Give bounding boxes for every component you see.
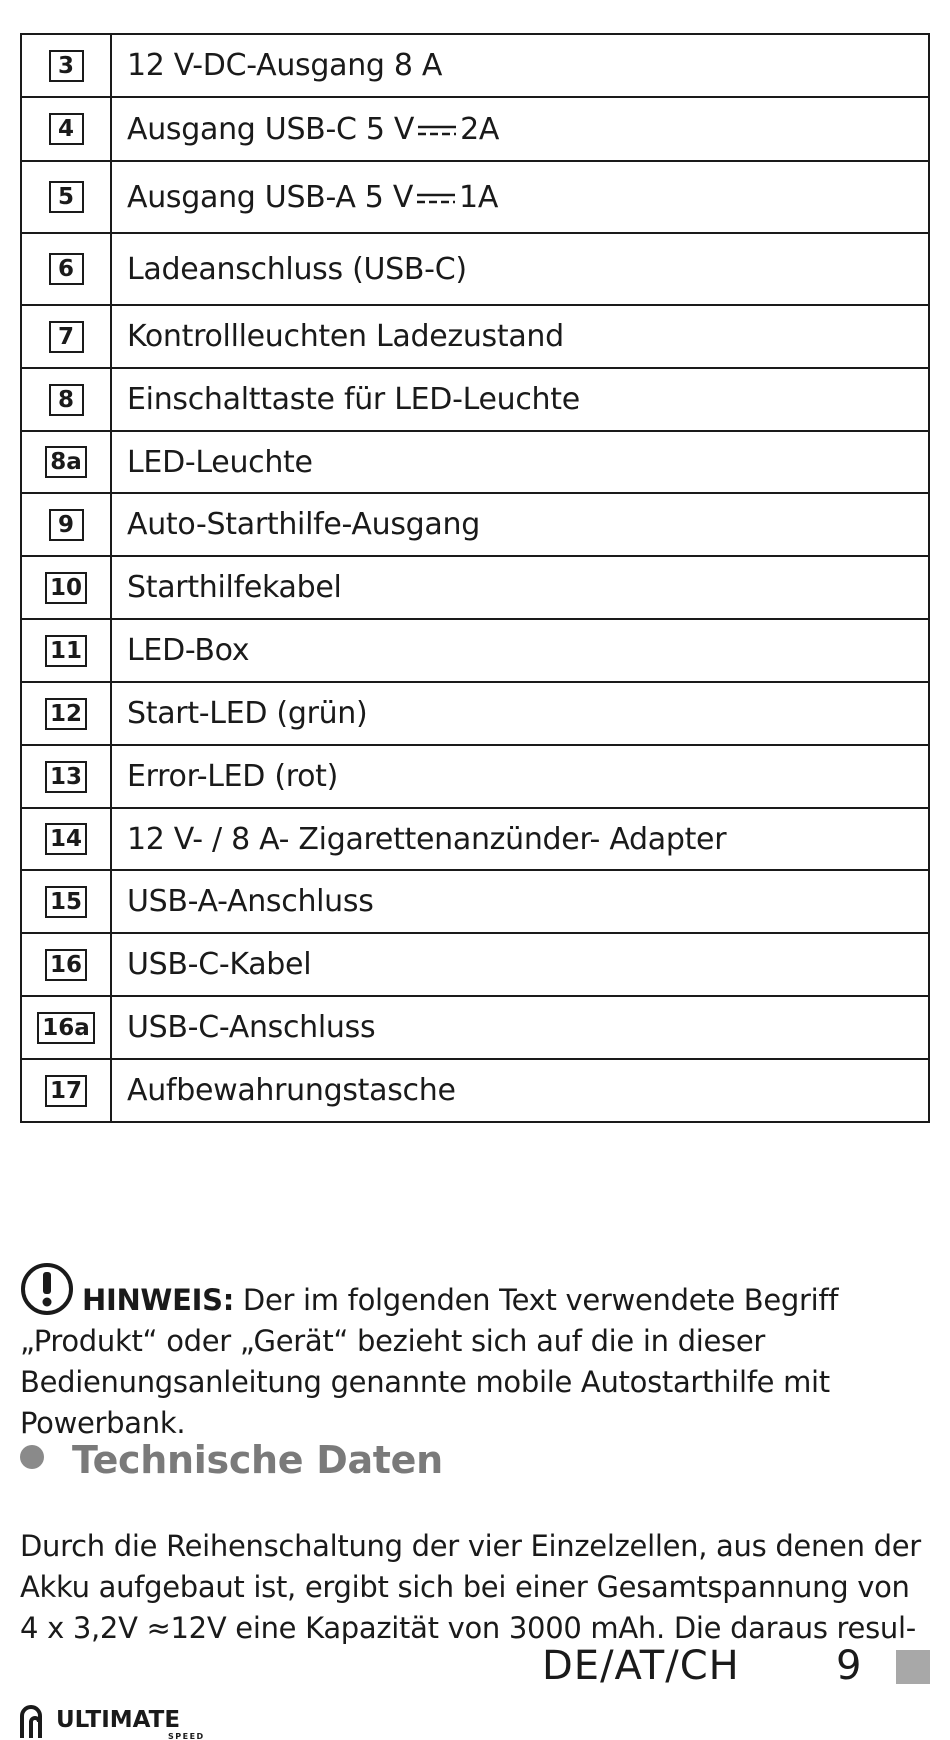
part-label: USB-C-Anschluss [127, 1010, 376, 1045]
part-number-cell [21, 619, 111, 682]
part-label-cell [111, 556, 929, 619]
dc-current-icon [417, 191, 455, 205]
part-number-cell [21, 161, 111, 233]
table-row [21, 933, 929, 996]
part-label-cell [111, 745, 929, 808]
table-row [21, 493, 929, 556]
table-row [21, 233, 929, 305]
part-label-cell [111, 161, 929, 233]
part-label: Ausgang USB-C 5 V [127, 111, 415, 147]
part-label: Error-LED (rot) [127, 759, 339, 794]
part-number-badge: 3 [49, 50, 84, 82]
part-number-cell [21, 305, 111, 368]
section-heading-text: Technische Daten [72, 1438, 443, 1482]
table-row [21, 161, 929, 233]
logo-brand-text: ULTIMATE [56, 1707, 181, 1733]
note-label: HINWEIS: [82, 1283, 235, 1317]
part-label-value: 2A [460, 111, 500, 147]
part-label-cell [111, 368, 929, 431]
table-row [21, 97, 929, 161]
part-number-badge: 6 [49, 253, 84, 285]
table-row [21, 996, 929, 1059]
part-label: 12 V-DC-Ausgang 8 A [127, 48, 443, 83]
part-label-cell [111, 933, 929, 996]
exclamation-circle-icon [20, 1262, 74, 1316]
part-number-cell [21, 97, 111, 161]
part-number-cell [21, 556, 111, 619]
part-label: LED-Box [127, 633, 250, 668]
part-number-cell [21, 368, 111, 431]
part-number-cell [21, 1059, 111, 1122]
part-label-cell [111, 233, 929, 305]
part-number-badge: 15 [45, 886, 87, 918]
part-number-cell [21, 431, 111, 493]
part-label: Einschalttaste für LED-Leuchte [127, 382, 580, 417]
part-label: USB-C-Kabel [127, 947, 312, 982]
part-label: Aufbewahrungstasche [127, 1073, 456, 1108]
part-number-cell [21, 34, 111, 97]
table-row [21, 556, 929, 619]
page-number: 9 [836, 1643, 862, 1689]
part-number-badge: 12 [45, 698, 87, 730]
part-number-badge: 17 [45, 1075, 87, 1107]
table-row [21, 682, 929, 745]
part-label-cell [111, 305, 929, 368]
part-label: Starthilfekabel [127, 570, 342, 605]
part-label: Kontrollleuchten Ladezustand [127, 319, 564, 354]
section-heading [20, 1438, 930, 1482]
part-number-badge: 9 [49, 509, 84, 541]
part-label: Auto-Starthilfe-Ausgang [127, 507, 480, 542]
table-row [21, 1059, 929, 1122]
part-label-cell [111, 1059, 929, 1122]
section-body: Durch die Reihenschaltung der vier Einzelzellen, aus denen der Akku aufgebaut ist, ergibt sich bei einer Gesamtspannung von 4 x 3,2V ≈12V eine Kapazität von 3000 mAh. Die daraus resul- [20, 1529, 921, 1645]
part-label: Ladeanschluss (USB-C) [127, 251, 467, 287]
part-label-cell [111, 34, 929, 97]
note-text: Der im folgenden Text verwendete Begriff „Produkt“ oder „Gerät“ bezieht sich auf die in dieser Bedienungsanleitung genannte mobile Autostarthilfe mit Powerbank. [20, 1283, 839, 1440]
part-label: 12 V- / 8 A- Zigarettenanzünder- Adapter [127, 821, 727, 857]
table-row [21, 870, 929, 933]
footer-region: DE/AT/CH [542, 1643, 740, 1689]
table-row [21, 745, 929, 808]
part-number-cell [21, 745, 111, 808]
parts-table [20, 33, 930, 1123]
table-row [21, 619, 929, 682]
table-row [21, 368, 929, 431]
part-number-badge: 16 [45, 949, 87, 981]
part-number-cell [21, 808, 111, 870]
part-label-cell [111, 97, 929, 161]
part-number-badge: 13 [45, 761, 87, 793]
part-label-value: 1A [459, 179, 499, 215]
part-number-badge: 16a [37, 1012, 95, 1044]
parts-table-body [21, 34, 929, 1122]
dc-current-icon [418, 123, 456, 137]
part-label-cell [111, 996, 929, 1059]
part-number-cell [21, 933, 111, 996]
part-number-badge: 5 [49, 181, 84, 213]
part-number-badge: 10 [45, 572, 87, 604]
part-label: LED-Leuchte [127, 444, 313, 480]
page-marker [896, 1650, 930, 1684]
part-label-cell [111, 870, 929, 933]
part-label: Ausgang USB-A 5 V [127, 179, 414, 215]
part-number-badge: 4 [49, 113, 84, 145]
part-label-cell [111, 493, 929, 556]
ultimate-speed-logo-icon [18, 1700, 208, 1740]
part-number-badge: 7 [49, 321, 84, 353]
part-label: Start-LED (grün) [127, 696, 368, 731]
part-number-cell [21, 233, 111, 305]
part-label-cell [111, 808, 929, 870]
part-number-badge: 8 [49, 384, 84, 416]
part-number-badge: 8a [45, 446, 87, 478]
table-row [21, 808, 929, 870]
part-label: USB-A-Anschluss [127, 884, 374, 919]
table-row [21, 305, 929, 368]
part-number-cell [21, 493, 111, 556]
part-number-badge: 11 [45, 635, 87, 667]
table-row [21, 431, 929, 493]
table-row [21, 34, 929, 97]
part-number-cell [21, 682, 111, 745]
part-label-cell [111, 431, 929, 493]
logo-sub-text: SPEED [168, 1732, 205, 1740]
bullet-icon [20, 1445, 44, 1469]
part-number-cell [21, 996, 111, 1059]
part-label-cell [111, 682, 929, 745]
hinweis-note [20, 1262, 930, 1444]
part-label-cell [111, 619, 929, 682]
part-number-badge: 14 [45, 823, 87, 855]
part-number-cell [21, 870, 111, 933]
